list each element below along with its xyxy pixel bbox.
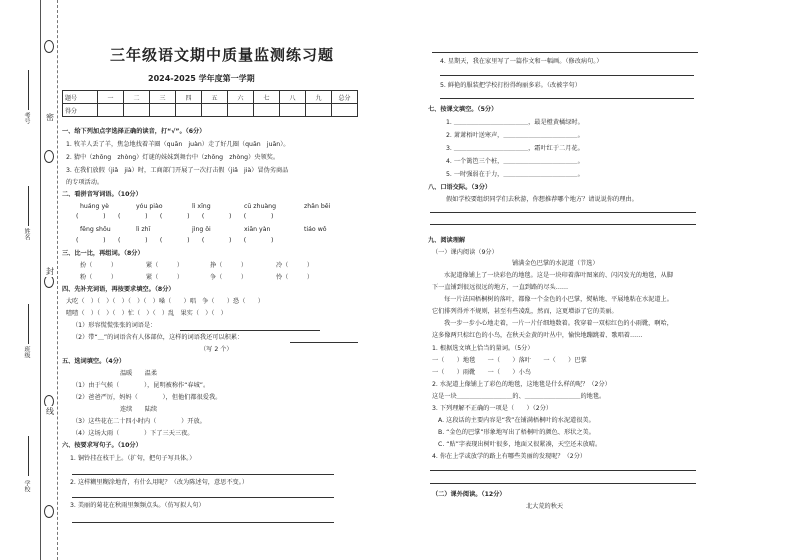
answer-line[interactable] — [430, 470, 696, 471]
answer-line[interactable] — [72, 474, 334, 475]
pinyin: yóu piào — [136, 203, 163, 210]
margin-field-line[interactable] — [28, 186, 30, 226]
answer-line[interactable] — [72, 522, 334, 523]
q9-part2: （二）课外阅读。（12分） — [432, 491, 506, 498]
q8-title: 八、口语交际。（3分） — [428, 184, 492, 191]
score-cell[interactable] — [124, 104, 150, 117]
q5-sentence[interactable]: （4）这场大雨（ ）下了三天三夜。 — [72, 430, 194, 437]
article-title: 铺满金色巴掌的水泥道（节选） — [512, 260, 599, 267]
q1-line: 2. 猜中（zhōng zhòng）灯谜的妹妹到舞台中（zhōng zhòng）央领奖。 — [66, 154, 280, 161]
score-cell[interactable] — [150, 104, 176, 117]
pinyin: lì zhī — [136, 226, 151, 233]
article-para: 我一步一步小心地走着，一片一片仔细地数着。我穿着一双棕红色的小雨靴，啊哈， — [444, 320, 673, 327]
score-header: 二 — [124, 91, 150, 104]
word-pair: 连续 陆续 — [120, 406, 158, 413]
score-header: 总分 — [332, 91, 358, 104]
reading-q-blank[interactable]: 这是一块＿＿＿＿＿＿＿＿＿的、＿＿＿＿＿＿＿＿＿的地毯。 — [432, 393, 606, 400]
reading-option: B. “金色的巴掌”形象地写出了梧桐叶的颜色、形状之美。 — [438, 429, 595, 436]
pinyin: tiáo wǒ — [304, 226, 327, 233]
q5-sentence[interactable]: （3）这些花在二十四小时内（ ）开放。 — [72, 418, 206, 425]
q6-item: 4. 星期天，我在家里写了一篇作文和一幅画。（修改病句。） — [440, 58, 603, 65]
q7-line[interactable]: 3. ＿＿＿＿＿＿＿＿＿＿＿＿，霜叶红于二月花。 — [446, 145, 584, 152]
reading-q: 4. 你在上学或放学的路上有哪些美丽的发现呢？（2分） — [432, 453, 587, 460]
q4-row[interactable]: 大吃（ ）（ ）（ ）（ ）（ ）嗓（ ）唱 争（ ）恐（ ） — [66, 298, 264, 305]
score-cell[interactable] — [202, 104, 228, 117]
page-subtitle: 2024-2025 学年度第一学期 — [148, 74, 255, 83]
label-exam-number: 考号 — [23, 112, 30, 124]
reading-q: 1. 根据选文填上恰当的量词。（5分） — [432, 345, 534, 352]
reading-q: 2. 水泥道上像铺上了彩色的地毯，这地毯是什么样的呢？（2分） — [432, 381, 611, 388]
margin-field-line[interactable] — [28, 70, 30, 110]
reading-q: 3. 下列理解不正确的一项是（ ）（2分） — [432, 405, 553, 412]
reading-q-blank[interactable]: 一（ ）雨靴 一（ ）小鸟 — [432, 369, 531, 376]
binding-hole — [44, 150, 54, 163]
q6-item: 3. 美丽的菊花在秋雨里频频点头。（仿写拟人句） — [70, 502, 205, 509]
q7-line[interactable]: 1. ＿＿＿＿＿＿＿＿＿＿＿＿，最是橙黄橘绿时。 — [446, 119, 584, 126]
reading-q-blank[interactable]: 一（ ）地毯 一（ ）落叶 一（ ）巴掌 — [432, 357, 587, 364]
score-header: 一 — [98, 91, 124, 104]
score-cell[interactable] — [98, 104, 124, 117]
score-table — [62, 90, 358, 117]
bind-char-mi: 密 — [46, 113, 54, 122]
score-cell[interactable] — [306, 104, 332, 117]
q5-title: 五、选词填空。（4分） — [62, 358, 126, 365]
binding-hole — [44, 505, 54, 518]
article-para: 这多像两只棕红色的小鸟，在秋天金黄的叶丛中，愉快地蹦跳着、歌唱着…… — [432, 332, 643, 339]
reading-option: C. “贴”字表现出树叶很多，地面又很紧凑，天空还未放晴。 — [438, 441, 602, 448]
pinyin: fēng shōu — [80, 226, 111, 233]
article-para: 每一片法国梧桐树的落叶，都像一个金色的小巴掌，熨帖地、平展地粘在水泥道上。 — [444, 296, 673, 303]
q2-title: 二、看拼音写词语。（10分） — [62, 191, 142, 198]
q4-sub: （2）带“＿”的词语含有人体部位，这样的词语我还可以积累： — [72, 334, 244, 341]
compare-item[interactable]: 挣（ ） — [210, 262, 248, 269]
article-para: 下一直铺到很远很远的地方，一直到路的尽头…… — [432, 284, 569, 291]
answer-line[interactable] — [430, 212, 696, 213]
reading-option: A. 这段话的主要内容是“我”在铺满梧桐叶的水泥道很美。 — [438, 417, 595, 424]
compare-item[interactable]: 怜（ ） — [276, 274, 314, 281]
margin-field-line[interactable] — [28, 436, 30, 476]
score-header: 九 — [306, 91, 332, 104]
q3-title: 三、比一比，再组词。（8分） — [62, 250, 144, 257]
pinyin: lì xīng — [192, 203, 211, 210]
part2-title: 北大荒的秋天 — [526, 503, 564, 510]
margin-field-line[interactable] — [28, 304, 30, 344]
bind-char-feng: 封 — [46, 267, 54, 276]
score-header: 八 — [280, 91, 306, 104]
article-para: 水泥道像铺上了一块彩色的地毯。这是一块印着落叶图案的、闪闪发光的地毯，从脚 — [444, 272, 673, 279]
q6-item: 5. 鲜艳的服装把学校打扮得绚丽多彩。（改被字句） — [440, 82, 581, 89]
q1-line: 1. 牧羊人丢了羊，焦急地找着羊圈（quān juàn）走了好几圈（quān juān）。 — [66, 141, 290, 148]
answer-line[interactable] — [72, 497, 334, 498]
q9-part1: （一）课内阅读（9分） — [432, 249, 498, 256]
score-cell[interactable] — [254, 104, 280, 117]
q7-line[interactable]: 5. 一时强弱在于力，＿＿＿＿＿＿＿＿＿＿＿＿。 — [446, 171, 584, 178]
margin-line-inner — [57, 0, 58, 560]
q1-title: 一、给下列加点字选择正确的读音，打“√”。（6分） — [62, 128, 206, 135]
q1-line: 的专项活动。 — [66, 179, 104, 186]
page-title: 三年级语文期中质量监测练习题 — [110, 46, 335, 64]
score-header: 三 — [150, 91, 176, 104]
answer-line[interactable] — [180, 330, 320, 331]
score-cell[interactable] — [176, 104, 202, 117]
score-header: 六 — [228, 91, 254, 104]
q5-sentence[interactable]: （1）由于气候（ ），昆明被称作“春城”。 — [72, 382, 210, 389]
binding-hole — [44, 40, 54, 53]
q6-title: 六、按要求写句子。（10分） — [62, 442, 142, 449]
article-para: 它们排列得并不规则，甚至有些凌乱，然而，这更增添了它的美丽。 — [432, 308, 618, 315]
answer-line[interactable] — [440, 75, 694, 76]
q5-sentence[interactable]: （2）爸爸严厉，妈妈（ ），但他们都很爱我。 — [72, 394, 222, 401]
answer-brackets[interactable]: ( ) ( ) ( ) ( ) ( ) — [76, 213, 274, 220]
q4-sub: （1）形容慌慌张张的词语是： — [72, 322, 157, 329]
q7-line[interactable]: 4. 一个篱笆三个桩，＿＿＿＿＿＿＿＿＿＿＿＿。 — [446, 158, 584, 165]
q9-title: 九、阅读理解 — [428, 237, 466, 244]
pinyin: xiān yàn — [244, 226, 271, 233]
answer-line[interactable] — [430, 224, 696, 225]
q8-prompt: 假如学校要组织同学们去秋游，你想推荐哪个地方？请说说你的理由。 — [446, 196, 638, 203]
word-pair: 温暖 温柔 — [120, 370, 158, 377]
q7-title: 七、按课文填空。（5分） — [428, 106, 498, 113]
score-header: 四 — [176, 91, 202, 104]
q6-item: 2. 这样糊里糊涂地背，有什么用呢？（改为陈述句，意思不变。） — [70, 479, 249, 486]
q7-line[interactable]: 2. 萧萧梧叶送寒声，＿＿＿＿＿＿＿＿＿＿＿＿。 — [446, 132, 584, 139]
compare-item[interactable]: 冷（ ） — [276, 262, 314, 269]
score-header: 题号 — [63, 91, 98, 104]
pinyin: huáng yè — [80, 203, 109, 210]
label-name: 姓名 — [23, 228, 30, 240]
q4-row[interactable]: 喳喳（ ）（ ）（ ）忙（ ）（ ）乱 果实（ ）（ ） — [66, 310, 227, 317]
label-class: 班级 — [23, 346, 30, 358]
compare-item[interactable]: 粉（ ） — [80, 274, 118, 281]
score-header: 五 — [202, 91, 228, 104]
compare-item[interactable]: 紧（ ） — [146, 262, 184, 269]
score-cell[interactable] — [280, 104, 306, 117]
score-cell[interactable] — [228, 104, 254, 117]
pinyin: jìng ǒi — [192, 226, 211, 233]
score-cell[interactable] — [332, 104, 358, 117]
score-row-label: 得分 — [63, 104, 98, 117]
compare-item[interactable]: 争（ ） — [210, 274, 248, 281]
answer-line[interactable] — [430, 483, 696, 484]
q6-item: 1. 铜铃挂在枝干上。（扩句，把句子写具体。） — [70, 455, 196, 462]
pinyin: zhǎn bēi — [304, 203, 331, 210]
answer-line[interactable] — [290, 342, 358, 343]
margin-line-outer — [40, 0, 41, 560]
label-school: 学校 — [23, 480, 30, 492]
answer-line[interactable] — [440, 98, 694, 99]
answer-brackets[interactable]: ( ) ( ) ( ) ( ) ( ) — [76, 237, 274, 244]
q4-note: （写 2 个） — [200, 346, 233, 353]
bind-char-xian: 线 — [46, 407, 54, 416]
compare-item[interactable]: 扮（ ） — [80, 262, 118, 269]
q1-line: 3. 在我们放假（jiǎ jià）时，工商部门开展了一次打击假（jiǎ jià）冒伪劣商品 — [66, 167, 289, 174]
pinyin: cū zhuàng — [244, 203, 277, 210]
compare-item[interactable]: 紧（ ） — [146, 274, 184, 281]
score-header: 七 — [254, 91, 280, 104]
answer-line[interactable] — [432, 52, 698, 53]
q4-title: 四、先补充词语，再按要求填空。（8分） — [62, 286, 175, 293]
